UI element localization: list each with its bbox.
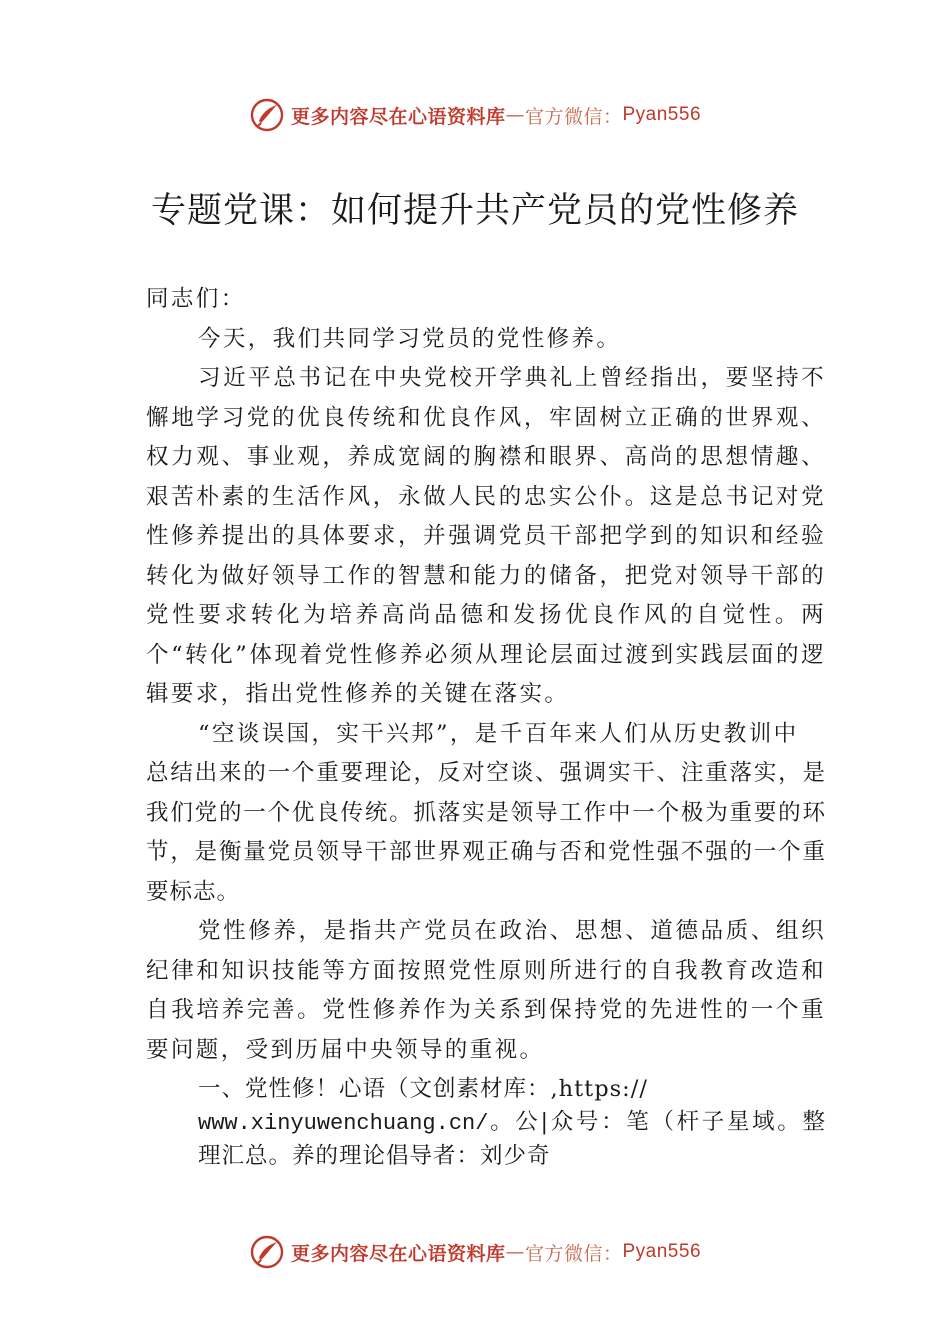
paragraph-1: 今天，我们共同学习党员的党性修养。 (198, 325, 622, 352)
brand-logo-icon (249, 97, 285, 133)
watermark-banner-top (0, 95, 950, 135)
section-heading-continuation (198, 1106, 826, 1173)
banner-wechat-id: Pyan556 (622, 104, 702, 125)
brand-logo-icon (249, 1234, 285, 1270)
watermark-banner-bottom (0, 1232, 950, 1272)
banner-brand-text: 更多内容尽在心语资料库 (290, 105, 506, 128)
banner-wechat-id: Pyan556 (622, 1241, 702, 1262)
section-heading-line-1: 一、党性修！心语（文创素材库：,https:// (198, 1076, 648, 1102)
paragraph-4: 党性修养，是指共产党员在政治、思想、道德品质、组织纪律和知识技能等方面按照党性原则所进行的自我教育改造和自我培养完善。党性修养作为关系到保持党的先进性的一个重要问题，受到历届中央领导的重视。 (146, 918, 826, 1063)
paragraph-2: 习近平总书记在中央党校开学典礼上曾经指出，要坚持不懈地学习党的优良传统和优良作风，牢固树立正确的世界观、权力观、事业观，养成宽阔的胸襟和眼界、高尚的思想情趣、艰苦朴素的生活作风，永做人民的忠实公仆。这是总书记对党性修养提出的具体要求，并强调党员干部把学到的知识和经验转化为做好领导工作的智慧和能力的储备，把党对领导干部的党性要求转化为培养高尚品德和发扬优良作风的自觉性。两个“转化”体现着党性修养必须从理论层面过渡到实践层面的逻辑要求，指出党性修养的关键在落实。 (146, 365, 826, 707)
salutation: 同志们： (146, 286, 246, 312)
source-url-link[interactable]: www.xinyuwenchuang.cn/ (198, 1111, 489, 1136)
banner-separator: — (505, 104, 525, 126)
paragraph-3-rest: 总结出来的一个重要理论，反对空谈、强调实干、注重落实，是我们党的一个优良传统。抓落实是领导工作中一个极为重要的环节，是衡量党员领导干部世界观正确与否和党性强不强的一个重要标志。 (146, 760, 826, 905)
document-title: 专题党课：如何提升共产党员的党性修养 (150, 191, 799, 231)
banner-wechat-label: 官方微信： (524, 105, 623, 128)
document-body (146, 280, 826, 1173)
banner-wechat-label: 官方微信： (524, 1242, 623, 1265)
banner-separator: — (505, 1241, 525, 1263)
section-heading-rest: 。公|众号：笔（杆子星域。整理汇总。养的理论倡导者：刘少奇 (198, 1109, 826, 1169)
banner-brand-text: 更多内容尽在心语资料库 (290, 1242, 506, 1265)
paragraph-3-first-line: “空谈误国，实干兴邦”，是千百年来人们从历史教训中 (198, 720, 799, 747)
